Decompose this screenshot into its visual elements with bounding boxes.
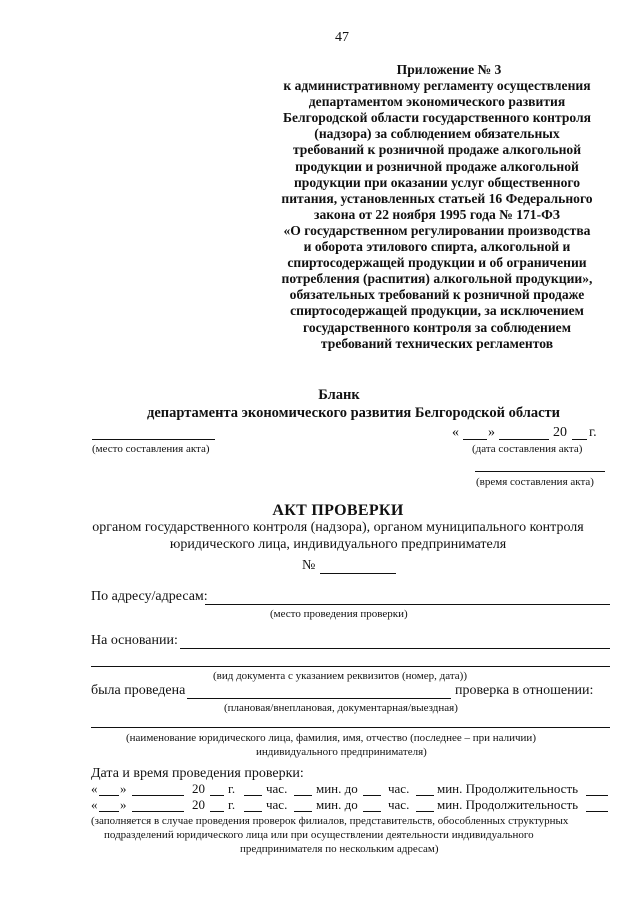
appendix-line: «О государственном регулировании производства: [283, 222, 591, 238]
act-subtitle-line1: органом государственного контроля (надзора), органом муниципального контроля: [92, 520, 584, 535]
row2-day-field[interactable]: [99, 811, 119, 812]
date-of-act-label: (дата составления акта): [472, 443, 583, 455]
appendix-line: к административному регламенту осуществления: [283, 78, 591, 94]
row1-g: г.: [228, 781, 236, 796]
row1-year: 20: [192, 781, 205, 796]
conducted-label: была проведена: [91, 683, 186, 698]
row1-hour-field[interactable]: [244, 795, 262, 796]
row1-year-field[interactable]: [210, 795, 224, 796]
footnote-line3: предпринимателя по нескольким адресам): [240, 843, 439, 855]
row1-hour-to-field[interactable]: [363, 795, 381, 796]
row2-duration-field[interactable]: [586, 811, 608, 812]
entity-hint-line1: (наименование юридического лица, фамилия, имя, отчество (последнее – при наличии): [126, 732, 536, 744]
date-year-suffix: г.: [589, 425, 597, 440]
row2-hours: час.: [266, 797, 288, 812]
appendix-line: обязательных требований к розничной продаже: [289, 287, 585, 303]
datetime-label: Дата и время проведения проверки:: [91, 766, 304, 781]
row2-hour-to-field[interactable]: [363, 811, 381, 812]
row2-year: 20: [192, 797, 205, 812]
appendix-line: спиртосодержащей продукции, за исключением: [290, 303, 584, 319]
row2-min-field[interactable]: [294, 811, 312, 812]
basis-label: На основании:: [91, 633, 178, 648]
appendix-line: питания, установленных статьей 16 Федерального: [281, 190, 593, 206]
entity-hint-line2: индивидуального предпринимателя): [256, 746, 427, 758]
row2-min-duration: мин. Продолжительность: [437, 797, 579, 812]
appendix-header: [262, 62, 612, 352]
address-field[interactable]: [205, 604, 610, 605]
entity-name-field[interactable]: [91, 727, 610, 728]
row2-min-to: мин. до: [316, 797, 358, 812]
row2-year-field[interactable]: [210, 811, 224, 812]
time-of-act-label: (время составления акта): [476, 476, 594, 488]
appendix-title: Приложение № 3: [396, 62, 502, 77]
row2-open-quote: «: [91, 797, 98, 812]
act-title: АКТ ПРОВЕРКИ: [272, 502, 404, 519]
place-of-act-label: (место составления акта): [92, 443, 210, 455]
act-subtitle-line2: юридического лица, индивидуального предпринимателя: [169, 537, 507, 552]
row1-min-to-field[interactable]: [416, 795, 434, 796]
blank-subtitle: департамента экономического развития Белгородской области: [147, 405, 561, 421]
footnote-line2: подразделений юридического лица или при осуществлении деятельности индивидуального: [104, 829, 534, 841]
row1-open-quote: «: [91, 781, 98, 796]
check-type-field[interactable]: [187, 698, 451, 699]
appendix-line: требований к розничной продаже алкогольной: [292, 142, 582, 158]
appendix-line: требований технических регламентов: [320, 335, 554, 351]
appendix-line: продукции при оказании услуг общественного: [293, 174, 581, 190]
row2-close-quote: »: [120, 797, 127, 812]
appendix-line: спиртосодержащей продукции и об ограничении: [287, 255, 587, 271]
basis-field-line1[interactable]: [180, 648, 610, 649]
row1-close-quote: »: [120, 781, 127, 796]
row1-hours2: час.: [388, 781, 410, 796]
appendix-line: государственного контроля за соблюдением: [303, 319, 571, 335]
act-number-field[interactable]: [320, 573, 396, 574]
date-month-field[interactable]: [499, 439, 549, 440]
blank-title: Бланк: [318, 387, 360, 403]
appendix-line: Белгородской области государственного контроля: [283, 110, 591, 126]
address-hint: (место проведения проверки): [270, 608, 408, 620]
appendix-line: закона от 22 ноября 1995 года № 171-ФЗ: [314, 206, 560, 222]
check-type-hint: (плановая/внеплановая, документарная/выездная): [224, 702, 458, 714]
page-number: 47: [335, 30, 349, 45]
basis-hint: (вид документа с указанием реквизитов (номер, дата)): [213, 670, 467, 682]
basis-field-line2[interactable]: [91, 666, 610, 667]
date-day-field[interactable]: [463, 439, 487, 440]
row2-hours2: час.: [388, 797, 410, 812]
place-of-act-field[interactable]: [92, 439, 215, 440]
row1-duration-field[interactable]: [586, 795, 608, 796]
row1-month-field[interactable]: [132, 795, 184, 796]
appendix-line: департаментом экономического развития: [308, 94, 566, 110]
footnote-line1: (заполняется в случае проведения проверок филиалов, представительств, обособленных структурных: [91, 815, 569, 827]
row2-month-field[interactable]: [132, 811, 184, 812]
time-of-act-field[interactable]: [475, 471, 605, 472]
row1-day-field[interactable]: [99, 795, 119, 796]
appendix-line: продукции и розничной продаже алкогольной: [295, 158, 579, 174]
date-year-prefix: 20: [553, 425, 567, 440]
appendix-line: (надзора) за соблюдением обязательных: [314, 126, 560, 142]
row1-hours: час.: [266, 781, 288, 796]
row2-g: г.: [228, 797, 236, 812]
row2-min-to-field[interactable]: [416, 811, 434, 812]
row2-hour-field[interactable]: [244, 811, 262, 812]
check-regarding-label: проверка в отношении:: [455, 683, 594, 698]
address-label: По адресу/адресам:: [91, 589, 208, 604]
row1-min-duration: мин. Продолжительность: [437, 781, 579, 796]
date-year-field[interactable]: [572, 439, 587, 440]
date-open-quote: «: [452, 425, 459, 440]
row1-min-field[interactable]: [294, 795, 312, 796]
row1-min-to: мин. до: [316, 781, 358, 796]
appendix-line: и оборота этилового спирта, алкогольной и: [303, 239, 571, 255]
date-close-quote: »: [488, 425, 495, 440]
act-number-sign: №: [302, 558, 316, 573]
appendix-line: потребления (распития) алкогольной продукции»,: [281, 271, 593, 287]
